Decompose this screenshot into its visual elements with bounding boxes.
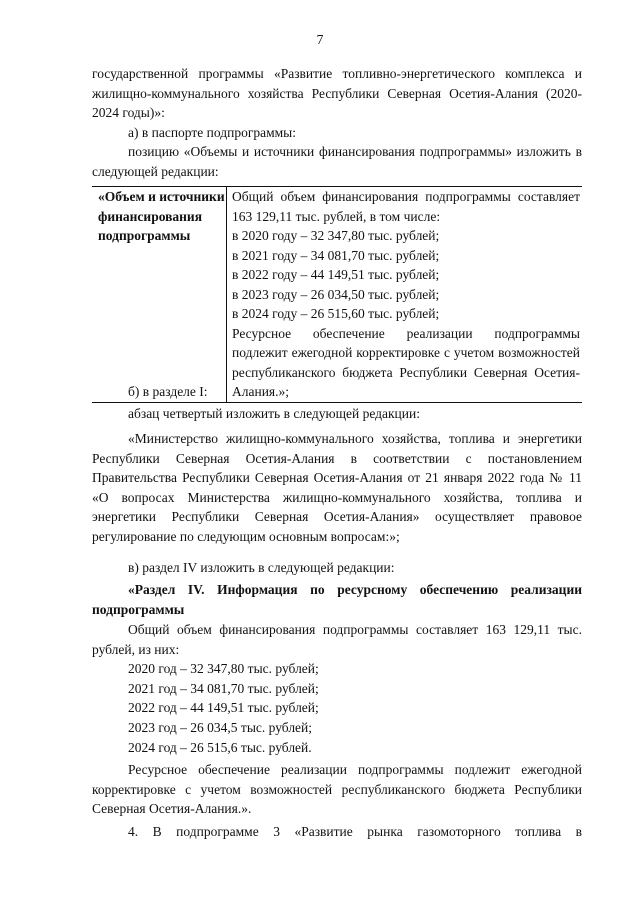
paragraph-four: абзац четвертый изложить в следующей редакции: [128, 406, 420, 421]
section-year-2023: 2023 год – 26 034,5 тыс. рублей; [128, 720, 313, 735]
passport-label: «Объем и источники финансирования подпрограммы [92, 187, 227, 403]
passport-value [227, 187, 583, 403]
section-year-2022: 2022 год – 44 149,51 тыс. рублей; [128, 700, 319, 715]
passport-year-2023: в 2023 году – 26 034,50 тыс. рублей; [232, 286, 440, 302]
section-year-2021: 2021 год – 34 081,70 тыс. рублей; [128, 681, 319, 696]
passport-note: Ресурсное обеспечение реализации подпрограммы подлежит ежегодной корректировке с учетом возможностей республиканского бюджета Республики Северная Осетия-Алания.»; [232, 325, 580, 399]
item-b: б) в разделе I: [128, 384, 208, 399]
passport-year-2020: в 2020 году – 32 347,80 тыс. рублей; [232, 228, 440, 243]
passport-total: Общий объем финансирования подпрограммы составляет 163 129,11 тыс. рублей, в том числе: [232, 189, 580, 224]
passport-table [92, 186, 582, 403]
section-year-2024: 2024 год – 26 515,6 тыс. рублей. [128, 740, 312, 755]
item-4: 4. В подпрограмме 3 «Развитие рынка газомоторного топлива в [128, 824, 582, 839]
section-note: Ресурсное обеспечение реализации подпрограммы подлежит ежегодной корректировке с учетом возможностей республиканского бюджета Республики Северная Осетия-Алания.». [92, 762, 582, 816]
ministry-paragraph: «Министерство жилищно-коммунального хозяйства, топлива и энергетики Республики Северная Осетия-Алания в соответствии с постановлением Правительства Республики Северная Осетия-Алания от 21 января 2022 года № 11 «О вопросах Министерства жилищно-коммунального хозяйства, топлива и энергетики Республики Северная Осетия-Алания» осуществляет правовое регулирование по следующим основным вопросам:»; [92, 431, 582, 544]
section-year-2020: 2020 год – 32 347,80 тыс. рублей; [128, 661, 319, 676]
position-paragraph: позицию «Объемы и источники финансирования подпрограммы» изложить в следующей редакции: [92, 144, 582, 179]
section-total: Общий объем финансирования подпрограммы составляет 163 129,11 тыс. рублей, из них: [92, 622, 582, 657]
page-number: 7 [316, 32, 324, 47]
item-c: в) раздел IV изложить в следующей редакции: [128, 560, 395, 575]
passport-year-2021: в 2021 году – 34 081,70 тыс. рублей; [232, 247, 440, 263]
intro-paragraph: государственной программы «Развитие топливно-энергетического комплекса и жилищно-коммунального хозяйства Республики Северная Осетия-Алания (2020-2024 годы)»: [92, 66, 582, 120]
item-a: а) в паспорте подпрограммы: [128, 125, 296, 140]
passport-year-2022: в 2022 году – 44 149,51 тыс. рублей; [232, 267, 440, 282]
passport-year-2024: в 2024 году – 26 515,60 тыс. рублей; [232, 306, 440, 321]
section-heading: «Раздел IV. Информация по ресурсному обеспечению реализации подпрограммы [92, 582, 582, 617]
